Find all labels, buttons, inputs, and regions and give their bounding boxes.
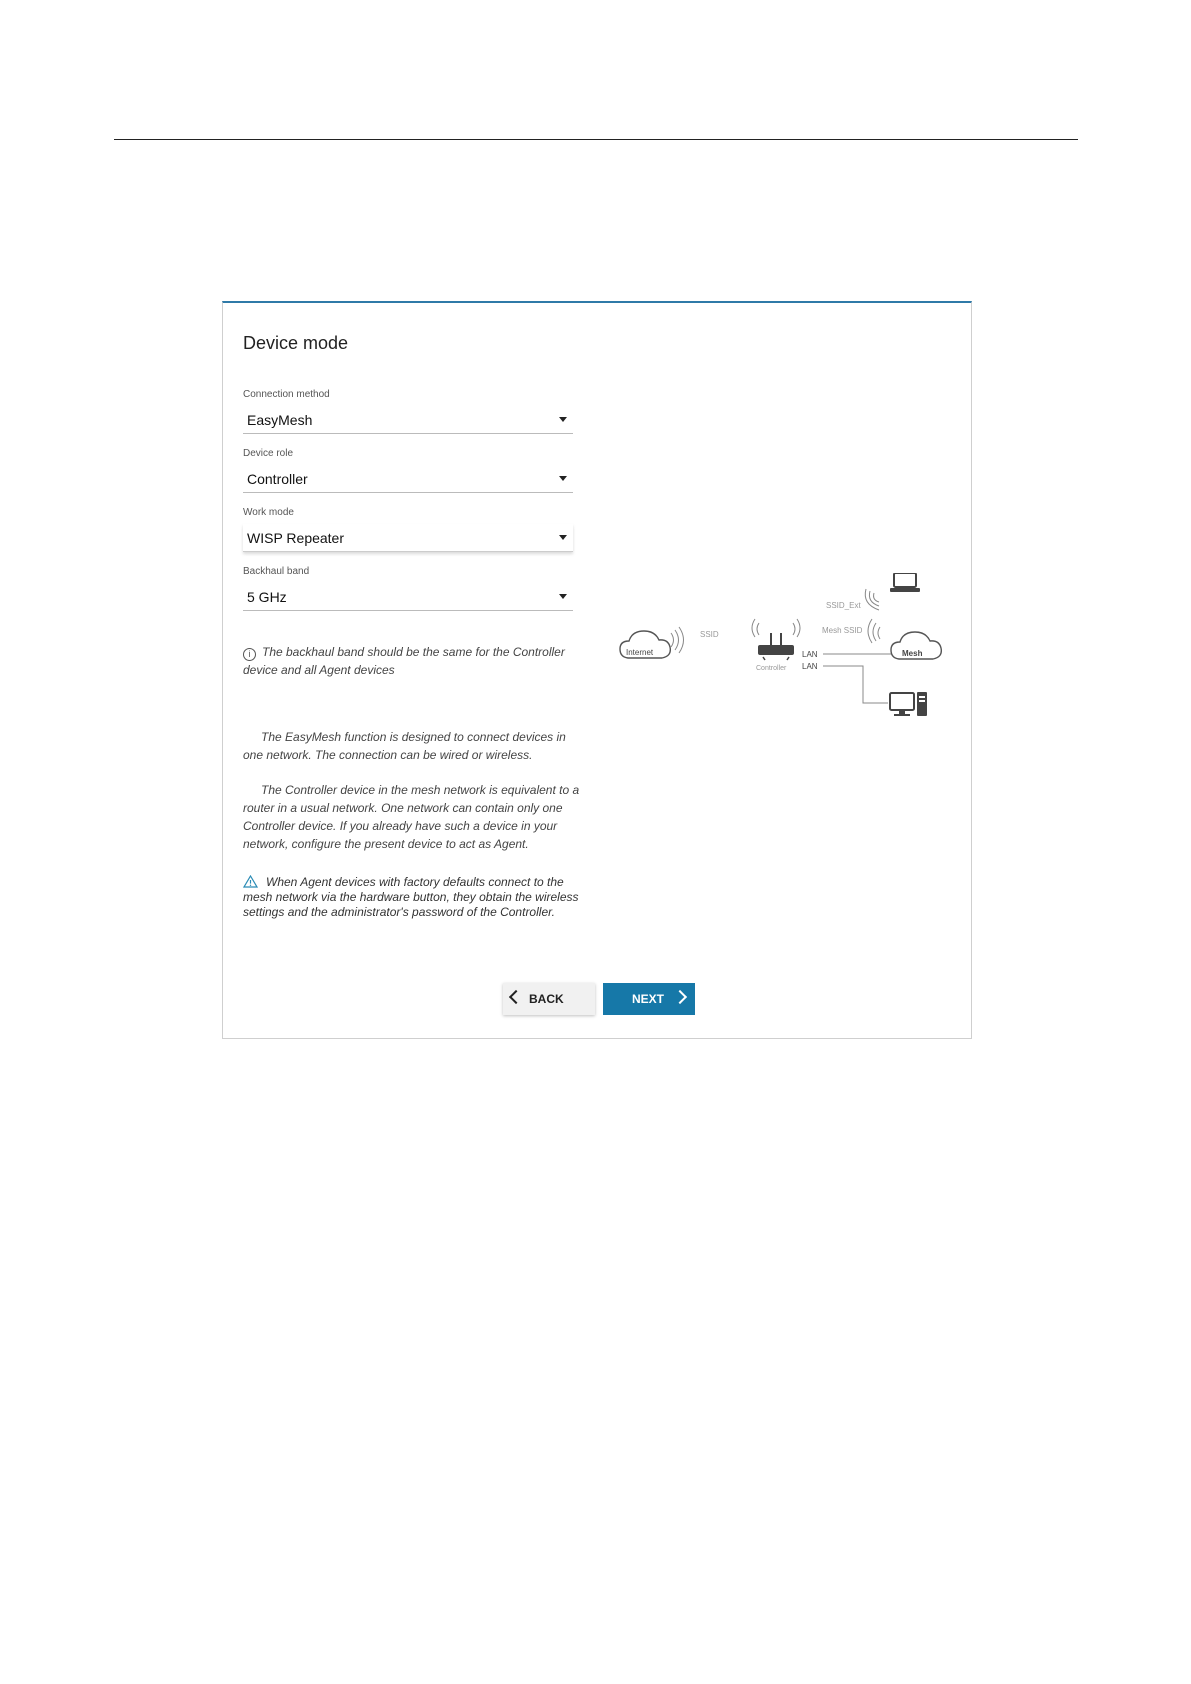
page-title: Device mode (243, 333, 349, 353)
device-role-label: Device role (243, 448, 294, 459)
dropdown-caret-icon (559, 594, 567, 599)
back-button[interactable] (503, 983, 595, 1015)
wifi-waves-icon (868, 619, 880, 643)
chevron-right-icon (673, 990, 687, 1004)
controller-label: Controller (756, 665, 787, 672)
work-mode-value: WISP Repeater (247, 529, 345, 546)
backhaul-band-value: 5 GHz (247, 588, 287, 605)
lan-link-desktop (823, 666, 888, 703)
work-mode-field[interactable] (243, 507, 573, 552)
work-mode-label: Work mode (243, 507, 294, 518)
device-mode-panel (222, 301, 972, 1039)
page-header-rule (114, 139, 1078, 140)
backhaul-band-select[interactable] (243, 583, 573, 611)
easymesh-description: The EasyMesh function is designed to connect devices in one network. The connection can be wired or wireless. (243, 730, 566, 762)
connection-method-value: EasyMesh (247, 411, 313, 428)
backhaul-note (243, 643, 588, 679)
backhaul-note-text: The backhaul band should be the same for the Controller device and all Agent devices (243, 645, 565, 677)
work-mode-select[interactable] (243, 524, 573, 552)
connection-method-label: Connection method (243, 389, 330, 400)
mesh-label: Mesh (902, 649, 923, 658)
next-button-label: NEXT (632, 992, 665, 1006)
lan-label-1: LAN (802, 650, 818, 659)
controller-description: The Controller device in the mesh network is equivalent to a router in a usual network. One network can contain only one Controller device. If you already have such a device in your network, configure the present device to act as Agent. (243, 783, 580, 851)
chevron-left-icon (509, 990, 523, 1004)
backhaul-band-label: Backhaul band (243, 566, 310, 577)
wifi-waves-icon (671, 627, 684, 653)
device-role-field[interactable] (243, 448, 573, 493)
warning-icon (243, 875, 258, 888)
mesh-ssid-label: Mesh SSID (822, 626, 863, 635)
wifi-waves-icon (865, 589, 879, 610)
backhaul-band-field[interactable] (243, 566, 573, 611)
next-button[interactable] (603, 983, 695, 1015)
lan-label-2: LAN (802, 662, 818, 671)
laptop-icon (890, 573, 920, 592)
desktop-icon (890, 692, 927, 716)
agent-warning-text: When Agent devices with factory defaults connect to the mesh network via the hardware button, they obtain the wireless settings and the administrator's password of the Controller. (243, 875, 579, 919)
agent-warning (243, 875, 588, 920)
connection-method-select[interactable] (243, 406, 573, 434)
device-role-value: Controller (247, 470, 308, 487)
router-icon (752, 619, 800, 660)
dropdown-caret-icon (559, 476, 567, 481)
ssid-ext-label: SSID_Ext (826, 601, 861, 610)
info-icon: i (243, 648, 256, 661)
connection-method-field[interactable] (243, 389, 573, 434)
internet-label: Internet (626, 648, 654, 657)
dropdown-caret-icon (559, 535, 567, 540)
back-button-label: BACK (529, 992, 564, 1006)
dropdown-caret-icon (559, 417, 567, 422)
easymesh-diagram (618, 573, 953, 763)
device-role-select[interactable] (243, 465, 573, 493)
ssid-label: SSID (700, 630, 719, 639)
